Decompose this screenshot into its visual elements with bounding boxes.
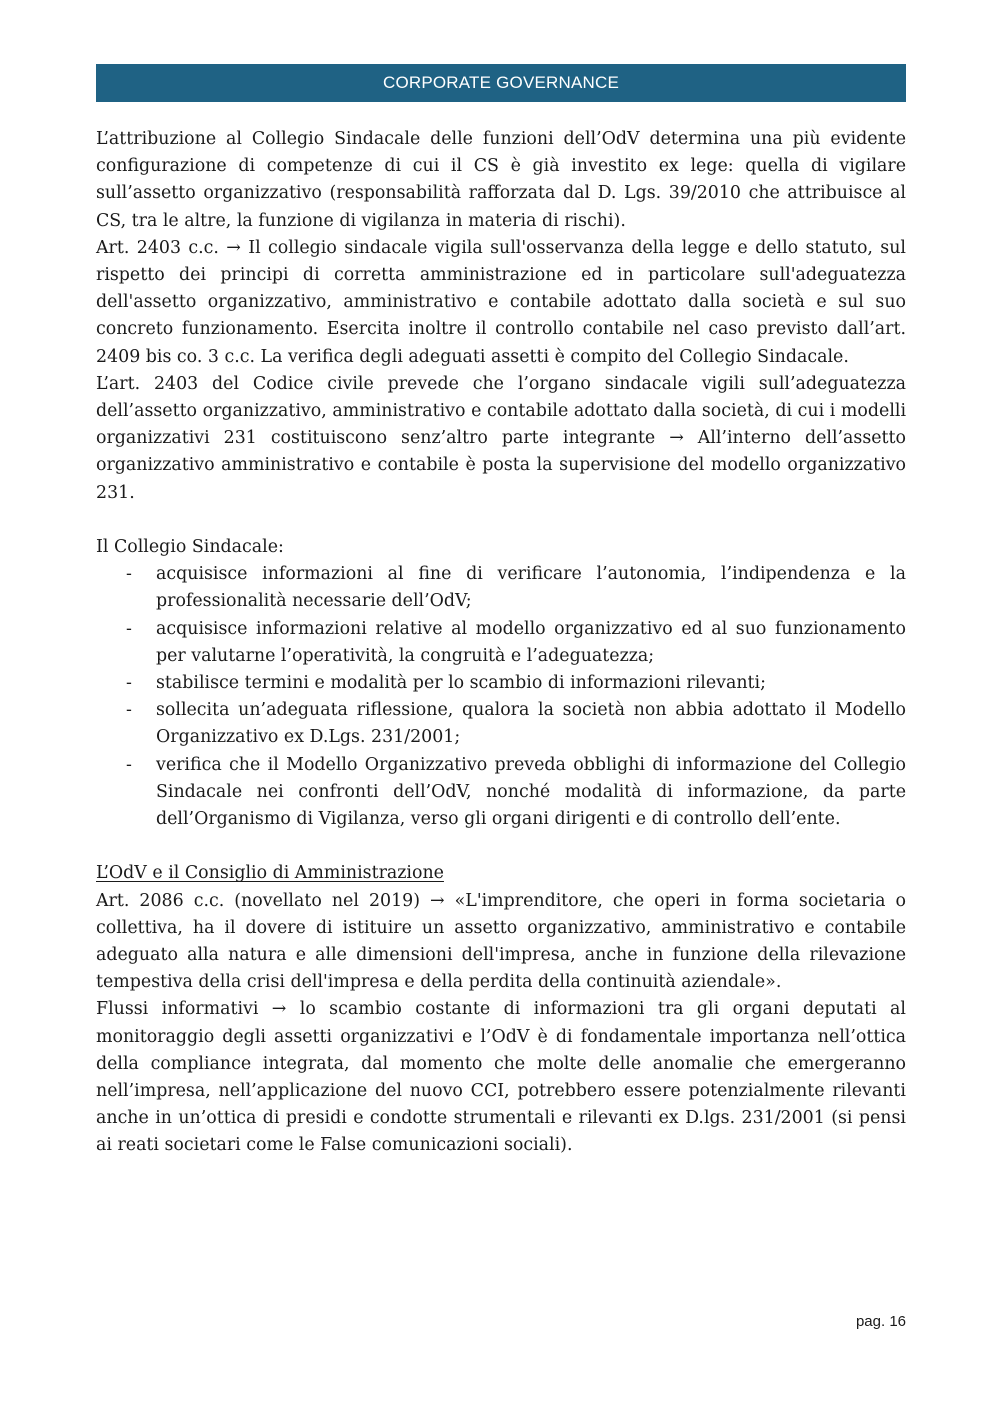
- list-item: [96, 561, 906, 615]
- spacer: [96, 833, 906, 860]
- list-item-text: verifica che il Modello Organizzativo preveda obblighi di informazione del Collegio Sindacale nei confronti dell’OdV, nonché modalità di informazione, da parte dell’Organismo di Vigilanza, verso gli organi dirigenti e di controllo dell’ente.: [156, 754, 906, 830]
- list-item: [96, 752, 906, 834]
- bullet-dash: -: [126, 618, 132, 639]
- collegio-intro: Il Collegio Sindacale:: [96, 537, 284, 558]
- paragraph-attribuzione: L’attribuzione al Collegio Sindacale delle funzioni dell’OdV determina una più evidente configurazione di competenze di cui il CS è già investito ex lege: quella di vigilare sull’assetto organizzativo (responsabilità rafforzata dal D. Lgs. 39/2010 che attribuisce al CS, tra le altre, la funzione di vigilanza in materia di rischi).: [96, 129, 906, 231]
- spacer: [96, 507, 906, 534]
- document-body: [96, 126, 906, 1160]
- header-title: CORPORATE GOVERNANCE: [382, 73, 620, 92]
- page-number: pag. 16: [855, 1313, 906, 1330]
- page-header-bar: [96, 64, 906, 102]
- bullet-dash: -: [126, 700, 132, 721]
- list-item-text: stabilisce termini e modalità per lo scambio di informazioni rilevanti;: [156, 673, 766, 694]
- bullet-dash: -: [126, 673, 132, 694]
- paragraph-flussi-informativi: Flussi informativi → lo scambio costante di informazioni tra gli organi deputati al monitoraggio degli assetti organizzativi e l’OdV è di fondamentale importanza nell’ottica della compliance integrata, dal momento che molte delle anomalie che emergeranno nell’impresa, nell’applicazione del nuovo CCI, potrebbero essere potenzialmente rilevanti anche in un’ottica di presidi e condotte strumentali e rilevanti ex D.lgs. 231/2001 (si pensi ai reati societari come le False comunicazioni sociali).: [96, 999, 906, 1156]
- paragraph-art-2403-cc: Art. 2403 c.c. → Il collegio sindacale vigila sull'osservanza della legge e dello statuto, sul rispetto dei principi di corretta amministrazione ed in particolare sull'adeguatezza dell'assetto organizzativo, amministrativo e contabile adottato dalla società e sul suo concreto funzionamento. Esercita inoltre il controllo contabile nel caso previsto dall’art. 2409 bis co. 3 c.c. La verifica degli adeguati assetti è compito del Collegio Sindacale.: [96, 237, 906, 367]
- list-item-text: acquisisce informazioni relative al modello organizzativo ed al suo funzionamento per valutarne l’operatività, la congruità e l’adeguatezza;: [156, 618, 906, 666]
- bullet-dash: -: [126, 754, 132, 775]
- collegio-duties-list: [96, 561, 906, 833]
- paragraph-art-2403-codice-civile: L’art. 2403 del Codice civile prevede che l’organo sindacale vigili sull’adeguatezza dell’assetto organizzativo, amministrativo e contabile adottato dalla società, di cui i modelli organizzativi 231 costituiscono senz’altro parte integrante → All’interno dell’assetto organizzativo amministrativo e contabile è posta la supervisione del modello organizzativo 231.: [96, 373, 906, 503]
- list-item-text: acquisisce informazioni al fine di verificare l’autonomia, l’indipendenza e la professionalità necessarie dell’OdV;: [156, 564, 906, 612]
- section-heading-odv-cda: L’OdV e il Consiglio di Amministrazione: [96, 863, 444, 884]
- list-item: [96, 616, 906, 670]
- list-item: [96, 670, 906, 697]
- bullet-dash: -: [126, 564, 132, 585]
- list-item: [96, 697, 906, 751]
- list-item-text: sollecita un’adeguata riflessione, qualora la società non abbia adottato il Modello Organizzativo ex D.Lgs. 231/2001;: [156, 700, 906, 748]
- paragraph-art-2086-cc: Art. 2086 c.c. (novellato nel 2019) → «L'imprenditore, che operi in forma societaria o collettiva, ha il dovere di istituire un assetto organizzativo, amministrativo e contabile adeguato alla natura e alle dimensioni dell'impresa, anche in funzione della rilevazione tempestiva della crisi dell'impresa e della perdita della continuità aziendale».: [96, 890, 906, 993]
